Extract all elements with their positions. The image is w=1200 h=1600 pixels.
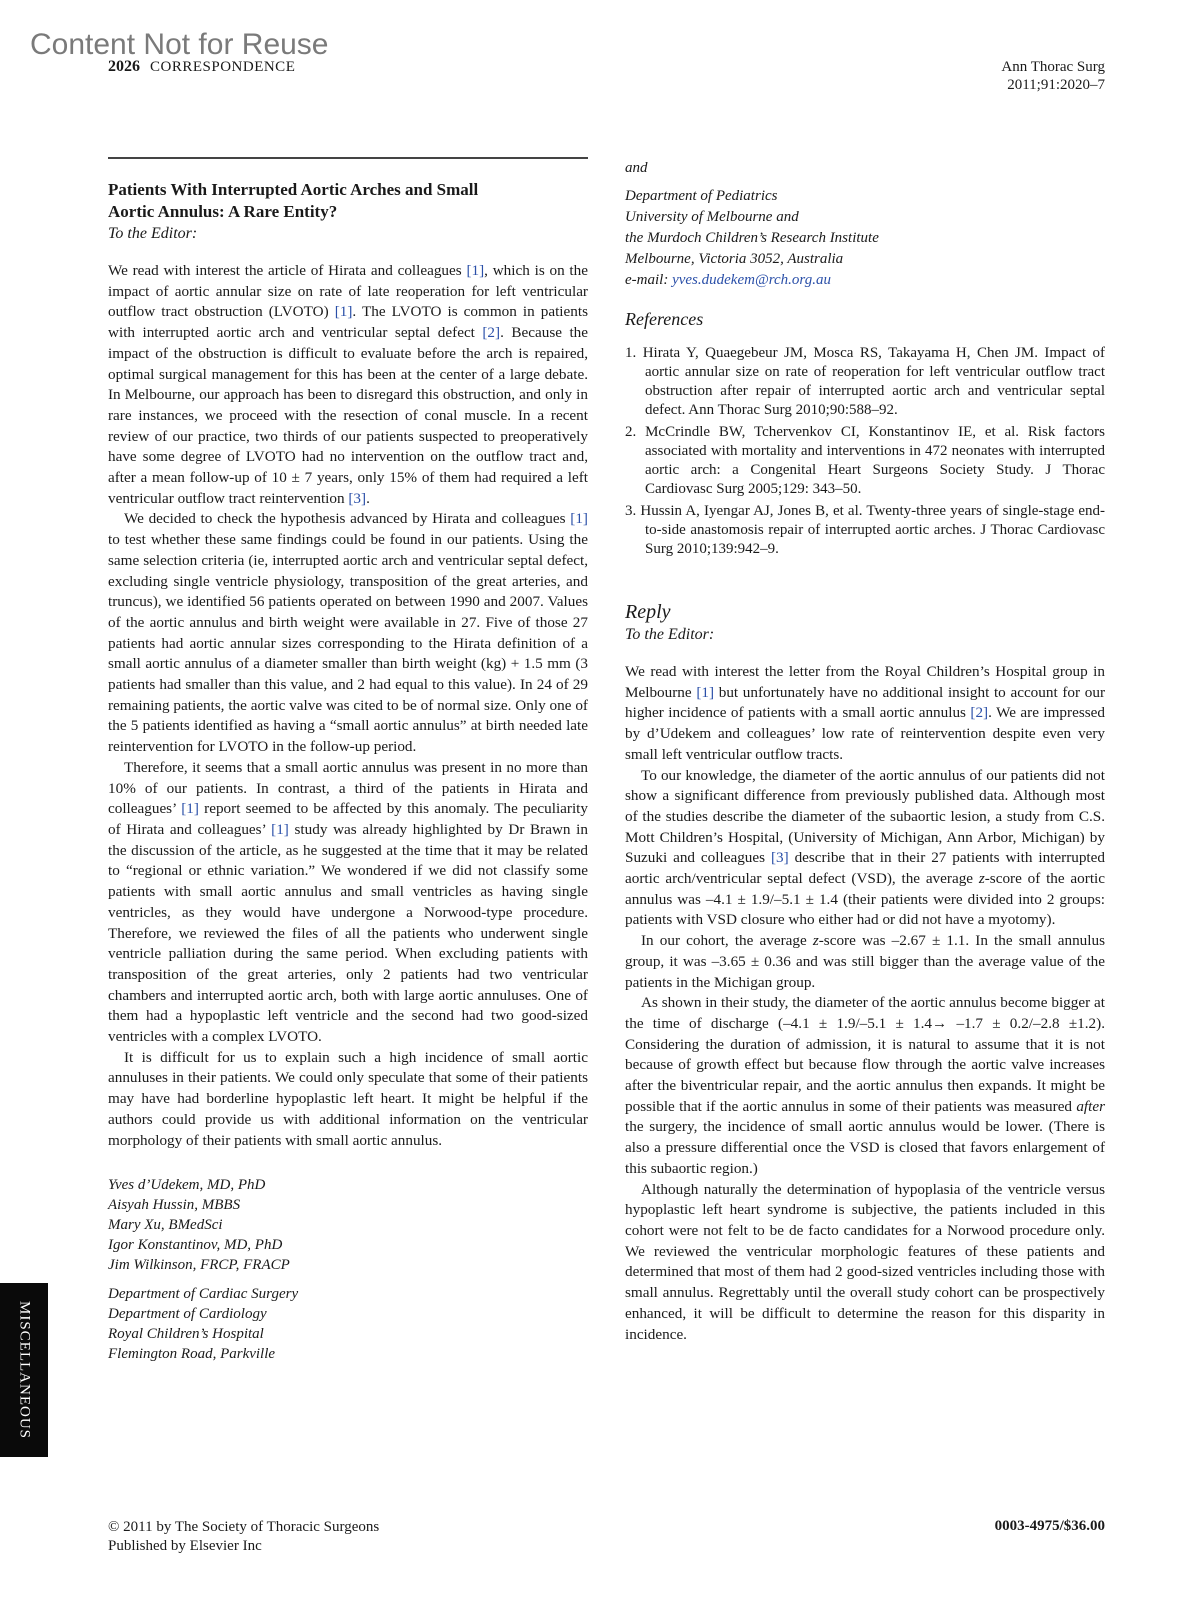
- author-name: Jim Wilkinson, FRCP, FRACP: [108, 1257, 290, 1274]
- copyright-line: © 2011 by The Society of Thoracic Surgeons: [108, 1519, 380, 1535]
- text-run: As shown in their study, the diameter of the aortic annulus become bigger at the time of discharge (–4.1 ± 1.9/–5.1 ± 1.4→ –1.7 ± 0.2/–2.8 ±1.2). Considering the duration of admission, it is natural to assume that it is not because of growth effect but because flow through the aortic valve increases after the biventricular repair, and the aortic annulus then expands. It might be possible that if the aortic annulus in some of their patients was measured: [625, 994, 1105, 1115]
- text-run: . We are impressed by d’Udekem and colleagues’ low rate of reintervention despite even very small left ventricular outflow tracts.: [625, 704, 1105, 763]
- reply-heading: Reply: [625, 601, 671, 623]
- text-run: to test whether these same findings could be found in our patients. Using the same selection criteria (ie, interrupted aortic arch and ventricular septal defect, excluding single ventricle physiology, transposition of the great arteries, and truncus), we identified 56 patients operated on between 1990 and 2007. Values of the aortic annulus and birth weight were available in 27. Five of those 27 patients had aortic annular sizes corresponding to the Hirata definition of a small aortic annulus of a diameter smaller than birth weight (kg) + 1.5 mm (3 patients had smaller than this value, and 2 had equal to this value). In 24 of 29 remaining patients, the aortic valve was cited to be of normal size. Only one of the 5 patients identified as having a “small aortic annulus” at birth needed late reintervention for LVOTO in the follow-up period.: [108, 531, 588, 756]
- citation-link[interactable]: [1]: [466, 262, 485, 279]
- section-sidebar-tab: [0, 1283, 48, 1457]
- text-run: .: [366, 489, 370, 507]
- journal-citation: [1001, 58, 1105, 94]
- text-run: describe that in their 27 patients with interrupted aortic arch/ventricular septal defect (VSD), the average: [625, 849, 1105, 888]
- italic-z: z: [978, 870, 985, 888]
- affiliation-line: Royal Children’s Hospital: [108, 1326, 264, 1343]
- footer-copyright: [108, 1518, 379, 1556]
- citation-link[interactable]: [3]: [348, 489, 367, 507]
- text-run: , which is on the impact of aortic annular size on rate of late reoperation for left ventricular outflow tract obstruction (LVOTO): [108, 262, 588, 321]
- citation-link[interactable]: [3]: [770, 849, 789, 867]
- journal-name: Ann Thorac Surg: [1001, 59, 1105, 75]
- affiliation-line: University of Melbourne and: [625, 209, 799, 225]
- author-name: Aisyah Hussin, MBBS: [108, 1197, 241, 1214]
- letter-paragraph: [108, 758, 588, 1048]
- letter-title: [108, 179, 588, 223]
- reference-list: [625, 344, 1105, 559]
- reply-paragraph: [625, 662, 1105, 766]
- citation-link[interactable]: [1]: [696, 683, 715, 701]
- reference-item: 3. Hussin A, Iyengar AJ, Jones B, et al. Twenty-three years of single-stage end-to-side anastomosis repair of interrupted aortic arches. J Thorac Cardiovasc Surg 2010;139:942–9.: [625, 503, 1105, 557]
- left-column: [108, 158, 588, 1364]
- text-run: . Because the impact of the obstruction is difficult to evaluate before the arch is repaired, optimal surgical management for this has been at the center of a large debate. In Melbourne, our approach has been to disregard this obstruction, and only in rare instances, we proceed with the resection of conal muscle. In a recent review of our practice, two thirds of our patients suspected to preoperatively have some degree of LVOTO had no intervention on the outflow tract and, after a mean follow-up of 10 ± 7 years, only 15% of them had required a left ventricular outflow tract reintervention: [108, 324, 588, 507]
- affiliation-line: Department of Cardiac Surgery: [108, 1286, 299, 1303]
- citation-link[interactable]: [1]: [181, 800, 199, 818]
- italic-emphasis: after: [1076, 1097, 1105, 1115]
- reference-item: 2. McCrindle BW, Tchervenkov CI, Konstantinov IE, et al. Risk factors associated with mortality and interventions in 472 neonates with interrupted aortic arch: a Congenital Heart Surgeons Society Study. J Thorac Cardiovasc Surg 2005;129: 343–50.: [625, 424, 1105, 497]
- citation-link[interactable]: [1]: [570, 510, 588, 528]
- email-label: e-mail:: [625, 272, 673, 288]
- author-name: Mary Xu, BMedSci: [108, 1217, 223, 1234]
- reference-item: 1. Hirata Y, Quaegebeur JM, Mosca RS, Takayama H, Chen JM. Impact of aortic annular size on rate of reoperation for left ventricular outflow tract obstruction after repair of interrupted aortic arch and ventricular septal defect. Ann Thorac Surg 2010;90:588–92.: [625, 345, 1105, 418]
- page-number: 2026: [108, 58, 140, 75]
- watermark: Content Not for Reuse: [30, 28, 329, 61]
- reply-paragraph: [625, 766, 1105, 932]
- letter-paragraph: It is difficult for us to explain such a high incidence of small aortic annuluses in their patients. We could only speculate that some of their patients may have had borderline hypoplastic left heart. It might be helpful if the authors could provide us with additional information on the ventricular morphology of their patients with small aortic annulus.: [108, 1048, 588, 1149]
- italic-z: z: [812, 932, 819, 950]
- text-run: -score of the aortic annulus was –4.1 ± 1.9/–5.1 ± 1.4 (their patients were divided into 2 groups: patients with VSD closure who either had or did not have a myotomy).: [625, 870, 1106, 929]
- text-run: . The LVOTO is common in patients with interrupted aortic arch and ventricular septal defect: [108, 303, 588, 342]
- right-column: [625, 158, 1105, 1345]
- affiliation-line: Melbourne, Victoria 3052, Australia: [625, 251, 844, 267]
- footer-issn-price: 0003-4975/$36.00: [994, 1518, 1105, 1534]
- text-run: We read with interest the article of Hirata and colleagues: [108, 262, 467, 279]
- text-run: the surgery, the incidence of small aortic annulus would be lower. (There is also a pressure differential once the VSD is closed that favors enlargement of this subaortic region.): [625, 1118, 1105, 1177]
- letter-paragraph: [108, 509, 588, 757]
- journal-volume: 2011;91:2020–7: [1007, 77, 1105, 93]
- text-run: We decided to check the hypothesis advanced by Hirata and colleagues: [124, 510, 571, 528]
- reply-salutation: To the Editor:: [625, 626, 715, 643]
- affiliation-line: Department of Pediatrics: [625, 188, 778, 204]
- author-name: Igor Konstantinov, MD, PhD: [108, 1237, 283, 1254]
- citation-link[interactable]: [2]: [482, 324, 501, 342]
- section-label: CORRESPONDENCE: [150, 59, 296, 75]
- letter-paragraph: [108, 261, 588, 509]
- citation-link[interactable]: [1]: [271, 820, 289, 838]
- letter-title-line: Patients With Interrupted Aortic Arches and Small: [108, 180, 479, 199]
- reply-paragraph: Although naturally the determination of hypoplasia of the ventricle versus hypoplastic left heart syndrome is subjective, the patients included in this cohort were not felt to be de facto candidates for a Norwood procedure only. We reviewed the ventricular morphologic features of these patients and determined that most of them had 2 good-sized ventricles including those with small annulus. Regrettably until the overall study cohort can be prospectively enhanced, it will be difficult to determine the reason for this disparity in incidence.: [625, 1180, 1105, 1343]
- text-run: study was already highlighted by Dr Brawn in the discussion of the article, as he suggested at the time that it may be related to “regional or ethnic variation.” We wondered if we did not classify some patients with small aortic annulus and small ventricles as having single ventricles, as they would have undergone a Norwood-type procedure. Therefore, we reviewed the files of all the patients who underwent single ventricle palliation during the same period. When excluding patients with transposition of the great arteries, only 2 patients had two ventricular chambers and interrupted aortic arch, both with large aortic annuluses. One of them had a hypoplastic left ventricle and the second had two good-sized ventricles with a complex LVOTO.: [108, 820, 588, 1046]
- author-affiliation-2: [625, 186, 1105, 291]
- citation-link[interactable]: [1]: [334, 303, 353, 321]
- email-link[interactable]: yves.dudekem@rch.org.au: [672, 272, 831, 288]
- letter-title-line: Aortic Annulus: A Rare Entity?: [108, 202, 338, 221]
- text-run: Therefore, it seems that a small aortic annulus was present in no more than 10% of our patients. In contrast, a third of the patients in Hirata and colleagues’: [108, 758, 588, 818]
- running-head: [108, 58, 295, 76]
- salutation: To the Editor:: [108, 225, 198, 242]
- text-run: but unfortunately have no additional insight to account for our higher incidence of patients with a small aortic annulus: [625, 683, 1105, 722]
- reply-paragraph: [625, 931, 1105, 993]
- email-line: [625, 270, 1105, 291]
- publisher-line: Published by Elsevier Inc: [108, 1538, 262, 1554]
- citation-link[interactable]: [2]: [970, 704, 989, 722]
- text-run: report seemed to be affected by this anomaly. The peculiarity of Hirata and colleagues’: [108, 800, 588, 838]
- affiliation-conjunction: and: [625, 160, 648, 176]
- text-run: We read with interest the letter from the Royal Children’s Hospital group in Melbourne: [625, 663, 1105, 701]
- affiliation-line: Department of Cardiology: [108, 1306, 267, 1323]
- author-name: Yves d’Udekem, MD, PhD: [108, 1177, 266, 1194]
- references-heading: References: [625, 309, 704, 329]
- affiliation-line: Flemington Road, Parkville: [108, 1346, 276, 1363]
- author-affiliation: [108, 1284, 588, 1364]
- author-list: [108, 1175, 588, 1275]
- text-run: To our knowledge, the diameter of the aortic annulus of our patients did not show a significant difference from previously published data. Although most of the studies describe the diameter of the subaortic lesion, a study from C.S. Mott Children’s Hospital, (University of Michigan, Ann Arbor, Michigan) by Suzuki and colleagues: [625, 766, 1105, 867]
- reply-paragraph: [625, 993, 1105, 1179]
- affiliation-line: the Murdoch Children’s Research Institute: [625, 230, 879, 246]
- sidebar-label: MISCELLANEOUS: [16, 1300, 33, 1440]
- text-run: -score was –2.67 ± 1.1. In the small annulus group, it was –3.65 ± 0.36 and was still bigger than the average value of the patients in the Michigan group.: [625, 932, 1105, 991]
- text-run: In our cohort, the average: [641, 932, 813, 950]
